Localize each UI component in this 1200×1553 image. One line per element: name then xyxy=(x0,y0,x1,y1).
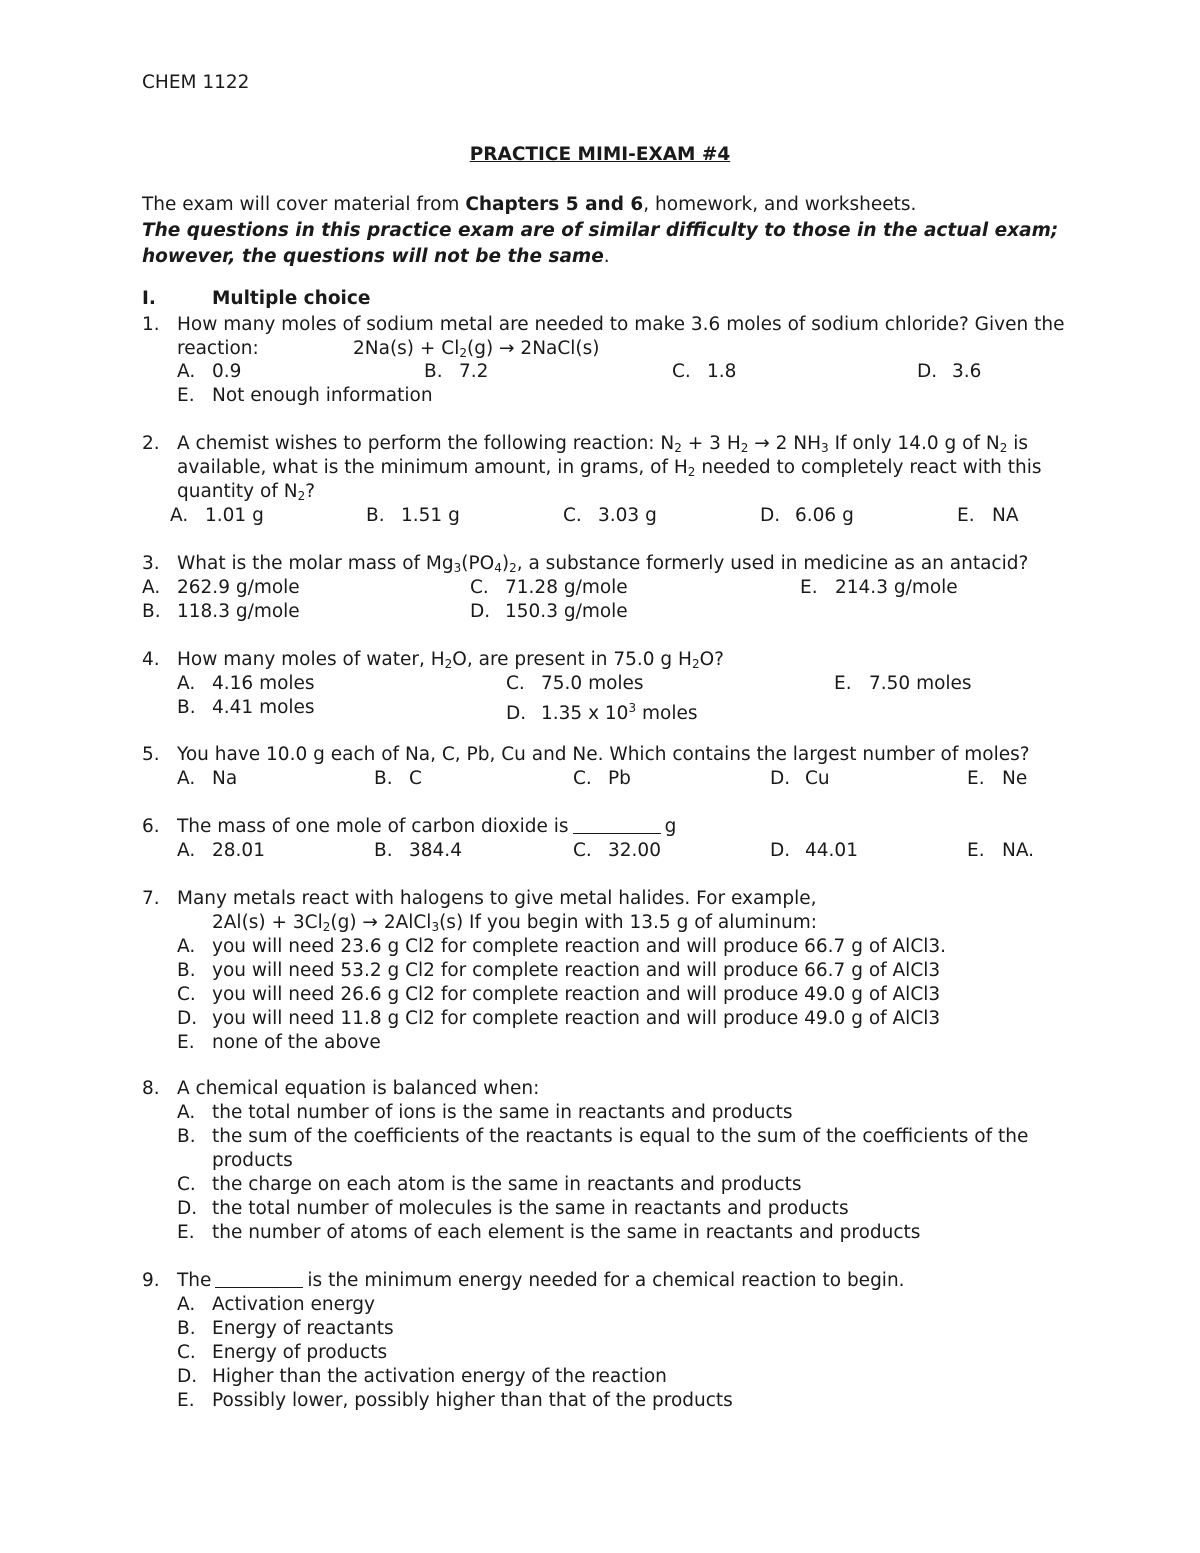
question-text: A chemical equation is balanced when: xyxy=(177,1078,540,1099)
option-a: A. 28.01 xyxy=(177,840,265,861)
question-number: 1. xyxy=(142,314,160,335)
option-d: D. the total number of molecules is the same in reactants and products xyxy=(177,1198,849,1219)
option-c: C. 32.00 xyxy=(573,840,661,861)
option-a: A. 4.16 moles xyxy=(177,673,315,694)
reaction-equation: $2Al(s) + 3Cl_2(g)$ → 2AlCl$_3$(s) If you begin with 13.5 g of aluminum: xyxy=(212,912,817,934)
option-d: D. 44.01 xyxy=(770,840,858,861)
option-b: B. you will need 53.2 g Cl2 for complete reaction and will produce 66.7 g of AlCl3 xyxy=(177,960,941,981)
option-e: E. 214.3 g/mole xyxy=(800,577,958,598)
option-d: D. 1.35 x $10^3$ moles xyxy=(506,701,698,724)
question-number: 5. xyxy=(142,744,160,765)
option-e: E. Ne xyxy=(967,768,1028,789)
option-c: C. 75.0 moles xyxy=(506,673,644,694)
question-number: 3. xyxy=(142,553,160,574)
option-e: E. Not enough information xyxy=(177,385,433,406)
option-a: A. the total number of ions is the same in reactants and products xyxy=(177,1102,793,1123)
option-c: C. 71.28 g/mole xyxy=(470,577,628,598)
reaction-equation: $2Na(s) + Cl_2(g)$ → 2NaCl(s) xyxy=(353,338,600,360)
option-c: C. you will need 26.6 g Cl2 for complete reaction and will produce 49.0 g of AlCl3 xyxy=(177,984,941,1005)
question-text: quantity of $N_2$? xyxy=(177,481,316,503)
option-d: D. 150.3 g/mole xyxy=(470,601,628,622)
option-c: C. Pb xyxy=(573,768,631,789)
question-text: A chemist wishes to perform the following reaction: $N_2 + 3$ $H_2 \to 2$ $NH_3$ If only 14.0 g of $N_2$ is xyxy=(177,433,1028,455)
option-e: E. NA xyxy=(957,505,1019,526)
difficulty-note-line2: however, the questions will not be the same. xyxy=(142,246,610,267)
option-b: B. 118.3 g/mole xyxy=(142,601,300,622)
option-a: A. Na xyxy=(177,768,238,789)
option-c: C. 1.8 xyxy=(672,361,737,382)
option-b: B. 1.51 g xyxy=(366,505,460,526)
option-c: C. the charge on each atom is the same in reactants and products xyxy=(177,1174,802,1195)
option-e: E. the number of atoms of each element is the same in reactants and products xyxy=(177,1222,921,1243)
option-d: D. 3.6 xyxy=(917,361,982,382)
question-number: 4. xyxy=(142,649,160,670)
section-heading: I. Multiple choice xyxy=(142,288,371,309)
option-b: B. 4.41 moles xyxy=(177,697,315,718)
question-number: 9. xyxy=(142,1270,160,1291)
option-a: A. 1.01 g xyxy=(170,505,264,526)
option-a: A. Activation energy xyxy=(177,1294,375,1315)
option-b: B. the sum of the coefficients of the reactants is equal to the sum of the coefficients of the xyxy=(177,1126,1029,1147)
option-a: A. you will need 23.6 g Cl2 for complete reaction and will produce 66.7 g of AlCl3. xyxy=(177,936,947,957)
question-text: The mass of one mole of carbon dioxide is g xyxy=(177,816,677,837)
answer-blank xyxy=(573,815,661,834)
question-text: Many metals react with halogens to give metal halides. For example, xyxy=(177,888,817,909)
option-d: D. Higher than the activation energy of the reaction xyxy=(177,1366,667,1387)
option-d: D. 6.06 g xyxy=(760,505,854,526)
option-a: A. 262.9 g/mole xyxy=(142,577,300,598)
difficulty-note-line1: The questions in this practice exam are of similar difficulty to those in the actual exam; xyxy=(142,220,1059,241)
question-number: 6. xyxy=(142,816,160,837)
question-text: How many moles of sodium metal are needed to make 3.6 moles of sodium chloride? Given the xyxy=(177,314,1065,335)
question-text: available, what is the minimum amount, in grams, of $H_2$ needed to completely react with this xyxy=(177,457,1042,479)
question-text: You have 10.0 g each of Na, C, Pb, Cu and Ne. Which contains the largest number of moles? xyxy=(177,744,1030,765)
option-e: E. 7.50 moles xyxy=(834,673,972,694)
option-c: C. Energy of products xyxy=(177,1342,388,1363)
answer-blank xyxy=(215,1269,303,1288)
option-b: B. Energy of reactants xyxy=(177,1318,394,1339)
page-title: PRACTICE MIMI-EXAM #4 xyxy=(469,144,731,165)
option-e: E. Possibly lower, possibly higher than that of the products xyxy=(177,1390,733,1411)
question-text: What is the molar mass of $Mg_3(PO_4)_2$, a substance formerly used in medicine as an antacid? xyxy=(177,553,1029,575)
option-b: B. 384.4 xyxy=(374,840,462,861)
question-text: reaction: xyxy=(177,338,259,359)
option-b: B. C xyxy=(374,768,422,789)
question-number: 7. xyxy=(142,888,160,909)
option-a: A. 0.9 xyxy=(177,361,242,382)
option-b-continued: products xyxy=(212,1150,293,1171)
question-text: How many moles of water, $H_2O$, are present in 75.0 g $H_2O$? xyxy=(177,649,724,671)
question-number: 2. xyxy=(142,433,160,454)
option-e: E. none of the above xyxy=(177,1032,381,1053)
option-b: B. 7.2 xyxy=(424,361,489,382)
question-number: 8. xyxy=(142,1078,160,1099)
option-e: E. NA. xyxy=(967,840,1035,861)
option-d: D. you will need 11.8 g Cl2 for complete reaction and will produce 49.0 g of AlCl3 xyxy=(177,1008,941,1029)
intro-text: The exam will cover material from Chapters 5 and 6, homework, and worksheets. xyxy=(142,194,917,215)
option-d: D. Cu xyxy=(770,768,830,789)
question-text: The is the minimum energy needed for a chemical reaction to begin. xyxy=(177,1270,905,1291)
course-code: CHEM 1122 xyxy=(142,72,250,93)
option-c: C. 3.03 g xyxy=(563,505,657,526)
